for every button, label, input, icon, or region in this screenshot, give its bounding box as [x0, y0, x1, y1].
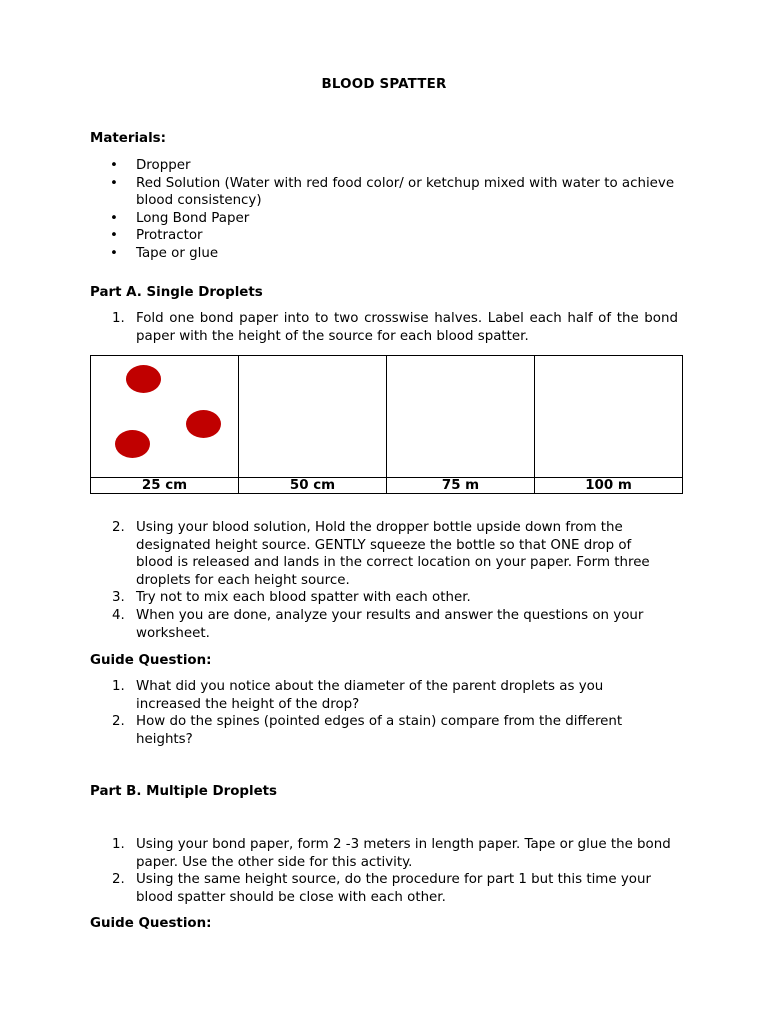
list-item: [90, 607, 670, 642]
step-number: 1.: [112, 311, 125, 326]
blood-droplet: [186, 410, 221, 438]
step-text: Using the same height source, do the procedure for part 1 but this time your blood spatter should be close with each other.: [136, 872, 651, 905]
step-number: 1.: [112, 837, 125, 852]
drop-cell-75m: [387, 356, 535, 478]
materials-heading: Materials:: [90, 131, 166, 146]
question-text: What did you notice about the diameter of the parent droplets as you increased the height of the drop?: [136, 679, 604, 712]
part-a-heading: Part A. Single Droplets: [90, 285, 263, 300]
height-label: 25 cm: [91, 478, 239, 494]
guide-question-list-a: [90, 678, 670, 748]
list-item: [90, 836, 680, 871]
step-text: Using your blood solution, Hold the dropper bottle upside down from the designated height source. GENTLY squeeze the bottle so that ONE drop of blood is released and lands in the correct location on your paper. Form three droplets for each height source.: [136, 520, 650, 588]
part-a-step-list-1: [90, 310, 678, 345]
question-number: 1.: [112, 679, 125, 694]
height-source-table: [90, 355, 683, 494]
height-label: 75 m: [387, 478, 535, 494]
list-item: [90, 871, 680, 906]
guide-question-heading-b: Guide Question:: [90, 916, 212, 931]
materials-item: • Red Solution (Water with red food color/ or ketchup mixed with water to achieve blood consistency): [90, 175, 690, 210]
blood-droplet: [115, 430, 150, 458]
step-number: 2.: [112, 872, 125, 888]
question-number: 2.: [112, 714, 125, 730]
guide-question-heading-a: Guide Question:: [90, 653, 212, 668]
step-number: 3.: [112, 590, 125, 606]
list-item: [90, 589, 670, 607]
step-text: Using your bond paper, form 2 -3 meters in length paper. Tape or glue the bond paper. Use the other side for this activity.: [136, 837, 671, 870]
step-number: 2.: [112, 520, 125, 535]
question-text: How do the spines (pointed edges of a stain) compare from the different heights?: [136, 714, 623, 747]
list-item: [90, 713, 670, 748]
step-text: Try not to mix each blood spatter with each other.: [136, 590, 471, 606]
step-text: When you are done, analyze your results and answer the questions on your worksheet.: [136, 607, 644, 641]
materials-item: • Protractor: [90, 227, 690, 245]
list-item: [90, 310, 678, 345]
height-label: 50 cm: [239, 478, 387, 494]
part-a-step-list-2: [90, 519, 670, 642]
drop-cell-25cm: [91, 356, 239, 478]
step-text: Fold one bond paper into to two crosswise halves. Label each half of the bond paper with the height of the source for each blood spatter.: [136, 311, 678, 344]
list-item: [90, 519, 670, 589]
drop-cell-100m: [535, 356, 683, 478]
step-number: 4.: [112, 607, 125, 623]
height-label: 100 m: [535, 478, 683, 494]
drop-cell-50cm: [239, 356, 387, 478]
materials-list: [90, 157, 690, 263]
list-item: [90, 678, 670, 713]
materials-item: • Tape or glue: [90, 245, 690, 263]
materials-item: • Dropper: [90, 157, 690, 175]
part-b-step-list: [90, 836, 680, 906]
blood-droplet: [126, 365, 161, 393]
materials-item: • Long Bond Paper: [90, 210, 690, 228]
part-b-heading: Part B. Multiple Droplets: [90, 784, 278, 799]
page-title: BLOOD SPATTER: [321, 77, 447, 92]
